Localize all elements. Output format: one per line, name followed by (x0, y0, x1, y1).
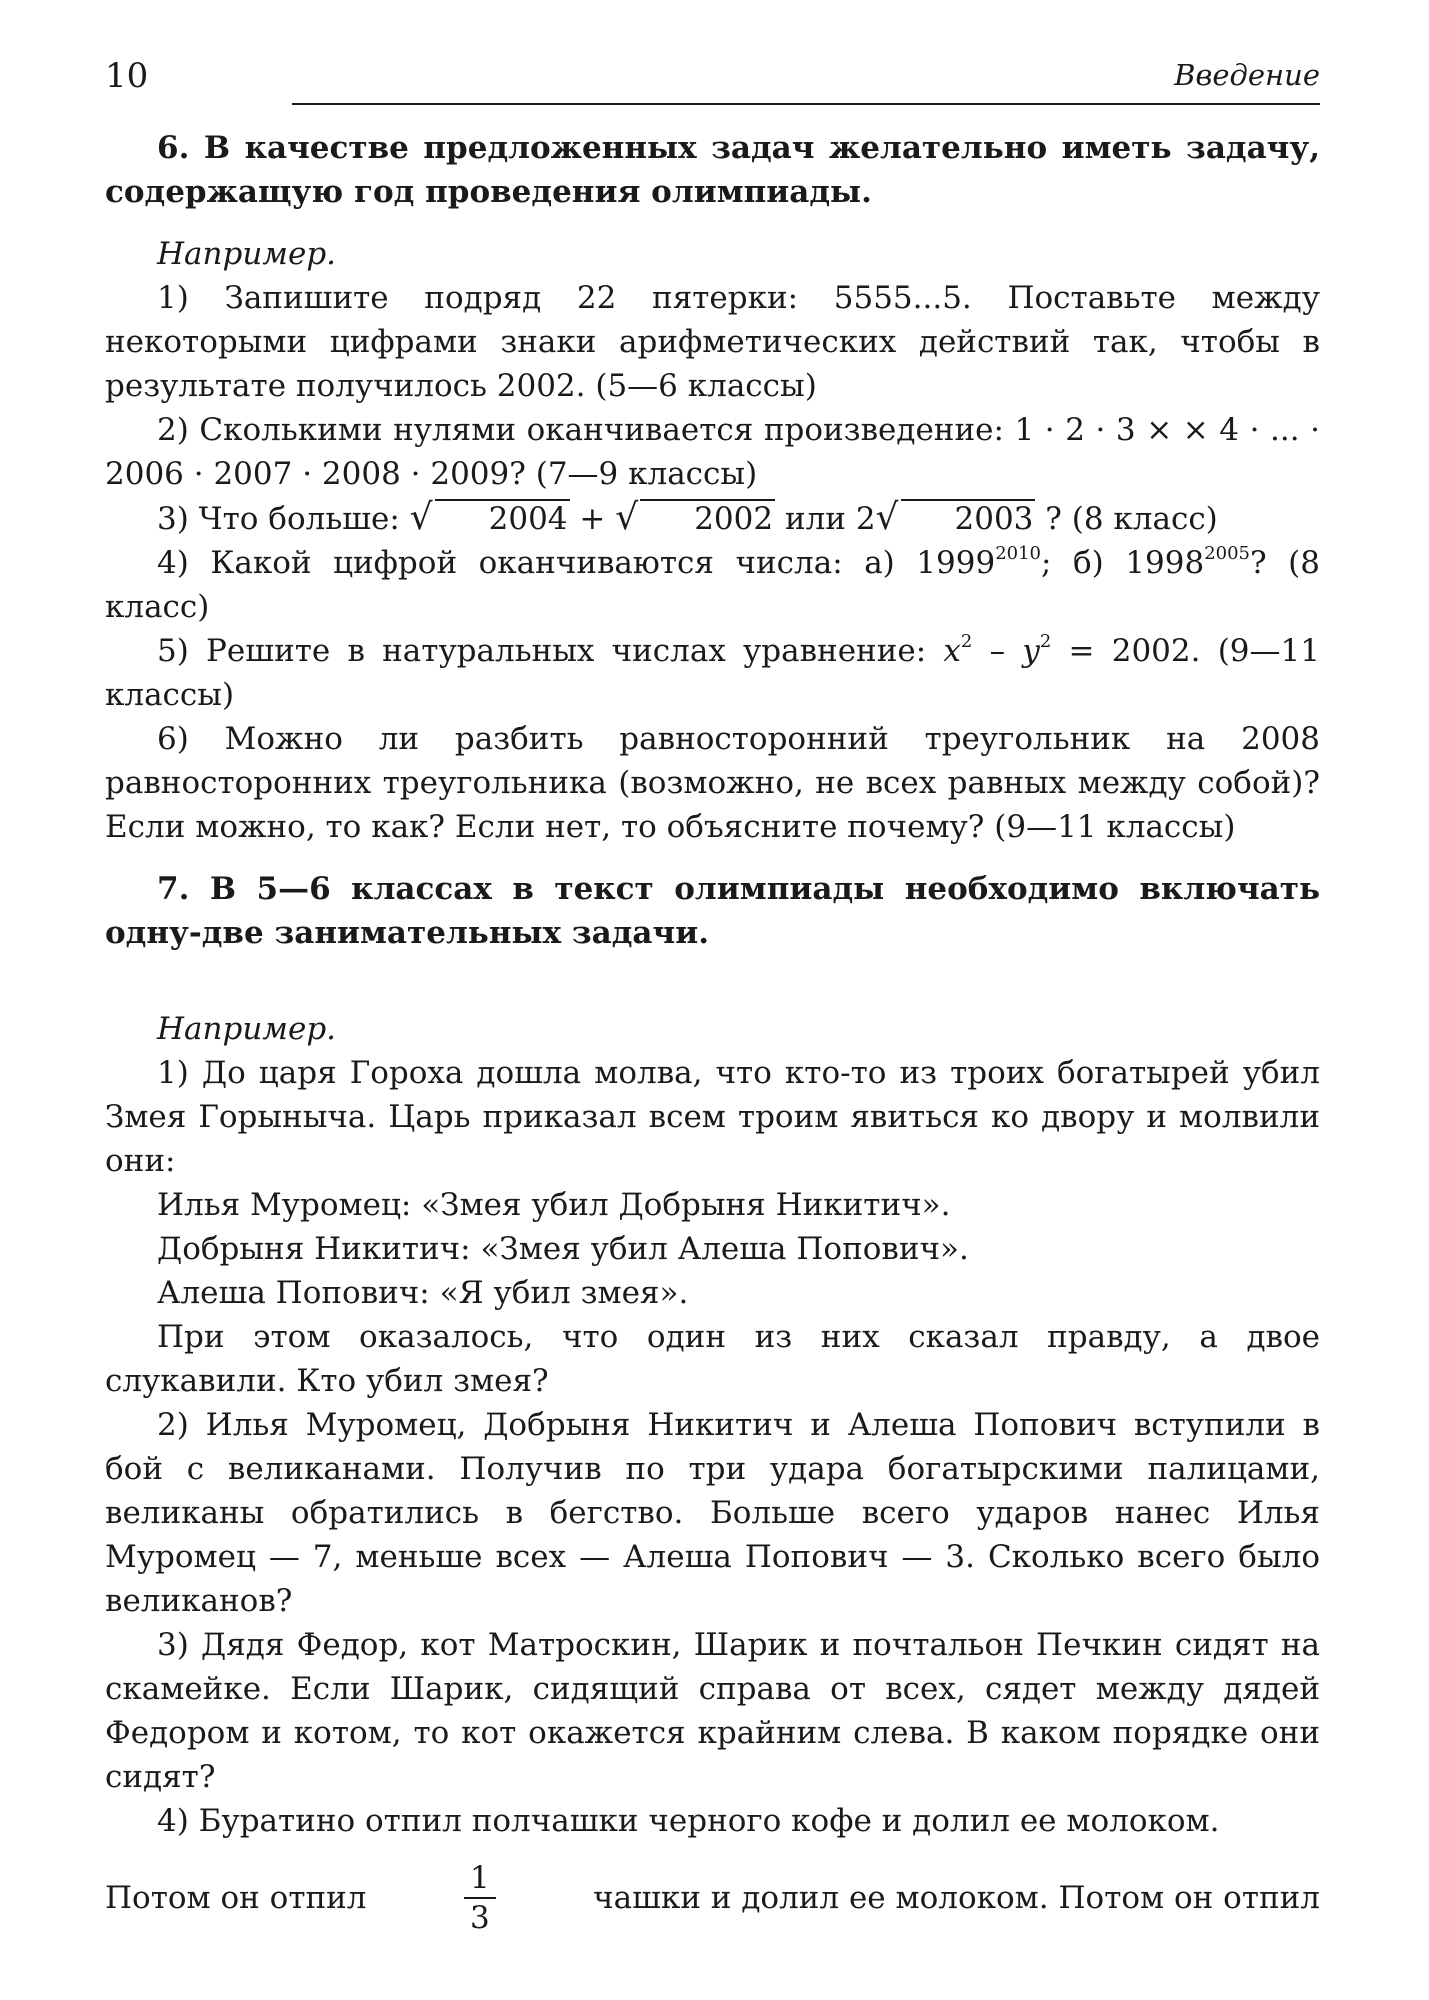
section-7-item-1-question: При этом оказалось, что один из них сказал правду, а двое слукавили. Кто убил змея? (105, 1319, 1320, 1399)
section-6-title: 6. В качестве предложенных задач желательно иметь задачу, содержащую год проведения олимпиады. (105, 130, 1320, 210)
section-6-item-4: 4) Какой цифрой оканчиваются числа: а) $1999^{2010}$; б) $1998^{2005}$? (8 класс) (105, 543, 1320, 625)
sqrt-2003: √ 2003 (875, 497, 1034, 538)
section-6-item-5: 5) Решите в натуральных числах уравнение: $x^2 - y^2 = 2002$. (9—11 классы) (105, 631, 1320, 713)
section-6-item-3 (105, 496, 1320, 541)
section-6-example-label: Например. (157, 236, 337, 272)
item-3-or: или 2 (784, 501, 876, 537)
header-rule (292, 103, 1320, 105)
page-number: 10 (105, 56, 149, 96)
item-3-suffix: ? (8 класс) (1045, 501, 1218, 537)
var-x: x (943, 633, 961, 669)
var-y: y (1022, 633, 1040, 669)
section-7-item-3: 3) Дядя Федор, кот Матроскин, Шарик и почтальон Печкин сидят на скамейке. Если Шарик, сидящий справа от всех, сядет между дядей Федором и котом, то кот окажется крайним слева. В каком порядке они сидят? (105, 1627, 1320, 1795)
section-6-item-6: 6) Можно ли разбить равносторонний треугольник на 2008 равносторонних треугольника (возможно, не всех равных между собой)? Если можно, то как? Если нет, то объясните почему? (9—11 классы) (105, 721, 1320, 845)
sqrt-2002: √ 2002 (615, 497, 774, 538)
section-7-item-4: 4) Буратино отпил полчашки черного кофе и долил ее молоком. (157, 1803, 1220, 1839)
page-body (105, 126, 1320, 1937)
section-7-item-2: 2) Илья Муромец, Добрыня Никитич и Алеша Попович вступили в бой с великанами. Получив по три удара богатырскими палицами, великаны обратились в бегство. Больше всего ударов нанес Илья Муромец — 7, меньше всех — Алеша Попович — 3. Сколько всего было великанов? (105, 1407, 1320, 1619)
section-6-item-1: 1) Запишите подряд 22 пятерки: 5555...5. Поставьте между некоторыми цифрами знаки арифметических действий так, чтобы в результате получилось 2002. (5—6 классы) (105, 280, 1320, 404)
section-7-item-1: 1) До царя Гороха дошла молва, что кто-то из троих богатырей убил Змея Горыныча. Царь приказал всем троим явиться ко двору и молвили они: (105, 1055, 1320, 1179)
quote-dobrynya: Добрыня Никитич: «Змея убил Алеша Попович». (157, 1231, 969, 1267)
page-header (105, 56, 1320, 106)
plus-sign: + (579, 501, 606, 537)
sqrt-2004: √ 2004 (409, 497, 568, 538)
exponent-2005: 2005 (1204, 543, 1251, 564)
section-7-item-4-continuation: Потом он отпил $\frac{1}{3}$ чашки и долил ее молоком. Потом он отпил (105, 1860, 1320, 1936)
running-title: Введение (1174, 58, 1320, 92)
section-6-item-2: 2) Сколькими нулями оканчивается произведение: 1 · 2 · 3 × × 4 · ... · 2006 · 2007 · 2008 · 2009? (7—9 классы) (105, 412, 1320, 492)
section-7-example-label: Например. (157, 1011, 337, 1047)
section-7-title: 7. В 5—6 классах в текст олимпиады необходимо включать одну-две занимательных задачи. (105, 871, 1320, 951)
fraction-one-third: $\frac{1}{3}$ (464, 1859, 496, 1937)
exponent-2010: 2010 (995, 543, 1042, 564)
quote-alesha: Алеша Попович: «Я убил змея». (157, 1275, 689, 1311)
item-3-prefix: 3) Что больше: (157, 501, 400, 537)
quote-ilya: Илья Муромец: «Змея убил Добрыня Никитич». (157, 1187, 951, 1223)
